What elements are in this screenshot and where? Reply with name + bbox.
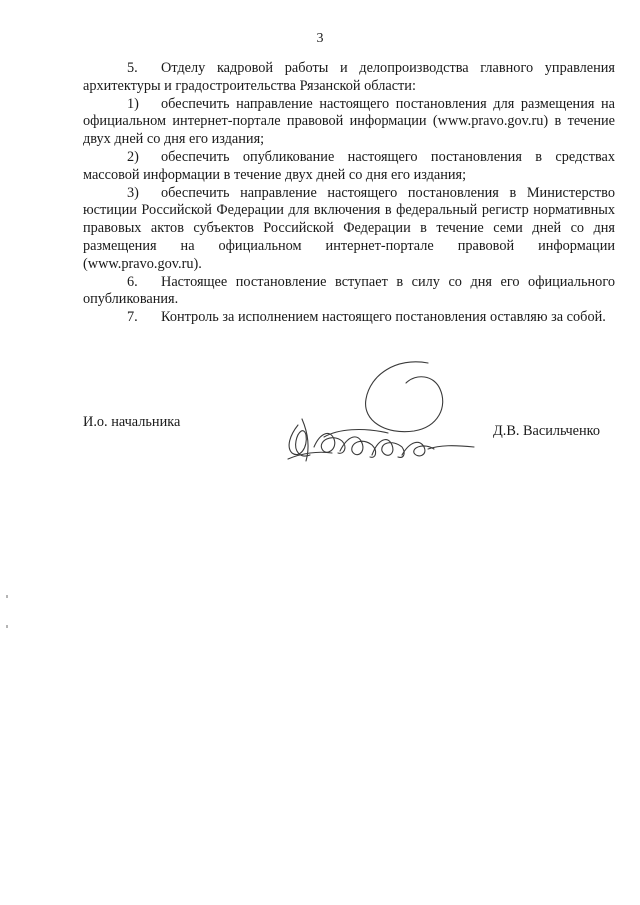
paragraph-text: Контроль за исполнением настоящего постановления оставляю за собой.	[161, 309, 606, 326]
handwritten-signature	[278, 355, 478, 475]
margin-mark	[6, 595, 8, 598]
page-number: 3	[316, 31, 324, 46]
paragraph-text: обеспечить направление настоящего постановления в Министерство юстиции Российской Федерации для включения в федеральный регистр нормативных правовых актов субъектов Российской Федерации в течение семи дней со дня размещения на официальном интернет-портале правовой информации (www.pravo.gov.ru).	[83, 184, 615, 272]
paragraph-5-2	[83, 149, 615, 185]
paragraph-text: обеспечить опубликование настоящего постановления в средствах массовой информации в течение двух дней со дня его издания;	[83, 148, 615, 183]
item-number: 2)	[127, 148, 139, 165]
position-title: И.о. начальника	[83, 414, 181, 430]
signature-block	[0, 395, 640, 475]
document-body	[83, 60, 615, 327]
item-number: 5.	[127, 60, 138, 76]
paragraph-text: Отделу кадровой работы и делопроизводства главного управления архитектуры и градостроительства Рязанской области:	[83, 60, 615, 94]
paragraph-5-3	[83, 185, 615, 274]
item-number: 3)	[127, 184, 139, 201]
item-number: 1)	[127, 95, 139, 112]
paragraph-text: Настоящее постановление вступает в силу со дня его официального опубликования.	[83, 273, 615, 308]
paragraph-6	[83, 274, 615, 310]
item-number: 7.	[127, 309, 138, 326]
paragraph-5	[83, 60, 615, 96]
paragraph-7	[83, 309, 615, 327]
paragraph-text: обеспечить направление настоящего постановления для размещения на официальном интернет-портале правовой информации (www.pravo.gov.ru) в течение двух дней со дня его издания;	[83, 95, 615, 148]
paragraph-5-1	[83, 96, 615, 149]
margin-mark	[6, 625, 8, 628]
item-number: 6.	[127, 273, 138, 290]
signer-name: Д.В. Васильченко	[493, 423, 601, 439]
